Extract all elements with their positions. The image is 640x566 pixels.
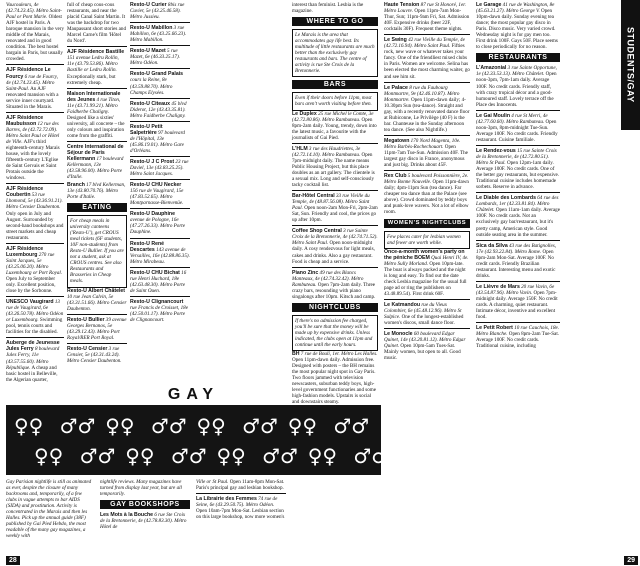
gender-symbol-icon: ♂♂ — [262, 444, 298, 468]
entry: AJF Résidence Maubuisson 12 rue des Barres, 4e (42.72.72.09). Métro Saint Paul or Hôtel de Ville. AJF's third eighteenth-century Marais house, with the lovely fifteenth-century L'Eglise de Saint Gervais et Saint Protais outside the windows. — [6, 114, 60, 182]
divider — [130, 22, 190, 23]
divider — [292, 225, 378, 226]
gay-bookshops-right — [196, 479, 286, 522]
divider — [292, 143, 378, 144]
entry: AJF Résidence Le Fourcy 6 rue de Fourcy, 4e (42.74.23.45). Métro Saint-Paul. An AJF renovated mansion with a service inner courtyard. Situated in the Marais. — [6, 67, 59, 110]
divider — [130, 98, 190, 99]
page-number-right: 29 — [624, 556, 638, 565]
entry: Resto-U Grand Palais cours la Reine, 8e (43.59.88.70). Métro Champs Elysées. — [130, 71, 184, 96]
divider — [130, 156, 190, 157]
entry: Auberge de Jeunesse Jules Ferry 8 boulevard Jules Ferry, 11e (43.57.55.60). Métro République. A cheap and basic hostel in Belleville, the Algerian quarter, — [6, 340, 60, 383]
entry: AJF Résidence Bastille 151 avenue Ledru Rollin, 11e (43.79.53.86). Métro Bastille or Ledru Rollin. Exceptionally stark, but extremely cheap. — [67, 49, 125, 86]
entry: Bar-Hôtel Central 33 rue Vieille du Temple, 4e (48.87.56.08). Métro Saint Paul. Open noon-2am Mon-Fri, 2pm-2am Sat, Sun. Friendly and cool, the prices go up after 10pm. — [292, 193, 378, 224]
column-6 — [476, 2, 560, 562]
nightclubs-banner: NIGHTCLUBS — [292, 303, 378, 312]
entry: Maison Internationale des Jeunes 4 rue Titon, 11e (43.71.99.21). Métro Faidherbe Chaligny. Designed like a sixties' university, all concrete – the only colours and inspiration come from the graffiti. — [67, 90, 125, 139]
where-to-go-intro: Le Marais is the area that accommodates gay life best. Its multitude of little restaurants are much better than the exclusively gay restaurants and bars. The centre of activity is rue Ste Croix de la Bretonnerie. — [292, 29, 378, 77]
gender-symbol-icon: ♂♂ — [150, 414, 187, 438]
entry: Resto-U CHU Bichat 16 rue Henri Huchard, 18e (42.63.48.30). Métro Porte de Saint Ouen. — [130, 269, 187, 294]
entry: Le Monocle 60 boulevard Edgar Quinet, 14e (43.20.81.12). Métro Edgar Quinet. Open 10pm-5am Tues-Sat. Mainly women, but open to all. Good music. — [384, 331, 466, 362]
entry: Le Lièvre de Mars 20 rue Vavin, 6e (43.54.87.96). Métro Vavin. Open 7pm-midnight daily. Average 150F. No credit cards. A charming, quiet restaurant. Intimate décor, inventive and excellent food. — [476, 283, 558, 321]
entry: Resto-U Citeaux 45 blvd Diderot, 12e (43.43.35.81). Métro Faidherbe Chaligny. — [130, 100, 187, 119]
column-1 — [6, 2, 64, 384]
entry: Branch 17 blvd Kellerman, 13e (43.80.70.76). Métro Porte d'Italie. — [67, 181, 126, 200]
column-3 — [130, 2, 190, 382]
entry: Le Gai Moulin 4 rue St Merri, 4e (42.77.60.60). Métro Rambuteau. Open noon-3pm, 8pm-midnight Tue-Sun. Average 100F. No credit cards. Friendly restaurant. Cuisine familiale. — [476, 112, 558, 143]
entry: Resto-U Mazet 5 rue Mazet, 6e (46.33.25.17). Métro Odéon. — [130, 48, 180, 67]
entry: AJF Résidence Luxembourg 270 rue Saint Jacques, 5e (43.25.06.20). Métro Luxembourg or Port Royal. Open July to September only. Excellent position, close by the Sorbonne. — [6, 245, 63, 295]
entry: Les Mots à la Bouche 6 rue Ste Croix de la Bretonnerie, 4e (42.78.83.30). Métro Hôtel de — [100, 512, 187, 531]
entry: Le Petit Robert 10 rue Cauchois, 18e. Métro Blanche. Open 8pm-2am Tue-Sat. Average 100F. No credit cards. Traditional cuisine, including — [476, 325, 560, 350]
womens-nightclubs-intro: Few places cater for lesbian women and fewer are worth while. — [384, 231, 470, 249]
gender-symbol-icon: ♀♀ — [216, 444, 246, 468]
entry: Resto-U Curier 8bis rue Cuvier, 5e (43.25.46.58). Métro Jussieu. — [130, 2, 185, 21]
gender-symbol-icon: ♂♂ — [59, 414, 96, 438]
page-number-left: 28 — [6, 556, 20, 565]
womens-nightclubs-banner: WOMEN'S NIGHTCLUBS — [384, 219, 470, 228]
divider — [6, 183, 64, 184]
entry: Rex Club 5 boulevard Poissonnière, 2e. Métro Bonne Nouvelle. Open 11pm-dawn daily; 4pm-11pm Sun (tea dance). Far cheaper tea dance than at the Palace (see above). Crowd dominated by teddy boys and punk-love wavers. Not a lot of elbow room. — [384, 173, 469, 216]
where-to-go-banner: WHERE TO GO — [292, 17, 378, 26]
entry: Resto-U Censier 3 rue Censier, 5e (43.31.43.24). Métro Censier Daubenton. — [67, 345, 122, 364]
entry: Resto-U Petit Salpetrière 97 boulevard de l'Hôpital, 13e (45.86.19.01). Métro Gare d'Orléans. — [130, 123, 185, 154]
entry: Haute Tension 87 rue St Honoré, 1er. Métro Louvre. Open 11pm-7am Mon-Thur, Sun; 11pm-9am Fri, Sat. Admission 40F. Expensive drinks (beer 22F, cocktails 30F). Frequent theme nights. — [384, 2, 470, 33]
divider — [384, 34, 470, 35]
gender-symbol-icon: ♂♂ — [170, 444, 207, 468]
divider — [384, 299, 470, 300]
gender-symbol-icon: ♀♀ — [34, 444, 64, 468]
divider — [476, 110, 560, 111]
section-side-tab: STUDENTS/GAY — [621, 0, 640, 130]
bars-banner: BARS — [292, 80, 378, 89]
entry: La Librairie des Femmes 74 rue de Seine, 6e (43.29.50.75). Métro Odéon. Open 10am-7pm Mon-Sat. Lesbian section on this large bookshop, now more women's — [196, 496, 285, 521]
entry: Megatown 170 Nord Magenta, 10e. Métro Barbès-Rochechouart. Open 11pm-7am Tue-Sun. Admission 40F. The largest gay disco in France, anonymous and just big. Drinks about 45F. — [384, 137, 468, 169]
divider — [130, 179, 190, 180]
column-2 — [67, 2, 127, 382]
entry: Centre International de Séjour de Paris Kellermann 17 boulevard Kellermann, 13e (43.58.96.00). Métro Porte d'Italie. — [67, 143, 124, 181]
entry: Once-a-month women's party on the péniche BOEM Quai Henri IV, 4e. Métro Sully Morland. Open 10pm-late. The boat is always packed and the night is long and easy. To find out the date check Lesbia magazine for the usual full page ad or ring the publishers on 43.48.89.54). First drink 60F. — [384, 248, 469, 297]
gender-symbol-icon: ♂♂ — [242, 414, 278, 438]
entry: Resto-U Bullier 39 avenue Georges Bernanos, 5e (43.29.12.43). Métro Port Royal/RER Port Royal. — [67, 316, 127, 341]
entry-text: full of cheap cous-cous restaurants, and near the placid Canal Saint Martin. It was the backdrop for two Maupassant short stories and Marcel Carne's film 'Hôtel du Nord'. — [67, 2, 126, 45]
divider — [196, 493, 286, 494]
entry: Resto-U Mabillon 3 rue Mabillon, 6e (43.25.66.23). Métro Mabillon. — [130, 25, 187, 44]
divider — [67, 141, 127, 142]
gender-symbol-icon: ♂♂ — [79, 444, 116, 468]
divider — [384, 328, 470, 329]
gay-intro-mid: nightlife reviews. Many magazines have turned from display last year, but are all temporarily. GAY BOOKSHOPS Les Mots à la Bouche 6 rue Ste Croix de la Bretonnerie, 4e (42.78.83.30). Métro Hôtel de — [100, 479, 190, 532]
entry-text: interest than feminist. Lesbia is the magazine. — [292, 2, 364, 15]
gender-symbol-icon: ♀♀ — [105, 414, 135, 438]
eating-banner: EATING — [67, 203, 127, 212]
entry: Le Duplex 25 rue Michel le Comte, 3e (42.72.80.86). Métro Rambuteau. Open 8pm-2am daily. Young, trendy, down into the latest music, a favourite with the journalists of Gai Pied. — [292, 110, 377, 141]
entry: Resto-U René Descartes 143 avenue de Versailles, 16e (42.88.86.35). Métro Mirabeau. — [130, 240, 190, 265]
gender-symbol-icon: ♀♀ — [196, 414, 226, 438]
entry-text: Vaucouleurs, 4e (42.74.23.45). Métro Saint-Paul or Pont Marie. Oldest AJF hostel in Paris. A baroque mansion in the very middle of the Marais, renovated and in good condition. The best hostel bargain in Paris, but usually crowded. — [6, 2, 64, 63]
divider — [6, 337, 64, 338]
gender-symbol-icon: ♀♀ — [125, 444, 155, 468]
divider — [6, 112, 64, 113]
entry: Le Garage 41 rue de Washington, 8e (45.63.21.27). Métro George V. Open 10pm-dawn daily. Sunday evening tea dance; the most popular gay disco in Paris. Disco music. Very varied crowd. Wednesday night is for gay men too. First drink 100F. Gays 50F. Place seems to close periodically for no reason. — [476, 2, 558, 51]
gender-symbol-icon: ♀♀ — [287, 414, 318, 438]
divider — [476, 240, 560, 241]
gender-symbol-icon: ♂♂ — [353, 444, 390, 468]
divider — [130, 296, 190, 297]
entry: L'Amazonial 3 rue Sainte Opportune, 1e (42.33.53.13). Métro Châtelet. Open noon-3pm, 7pm-1am daily. Average 100F. No credit cards. Friendly staff, with crazy tropical décor and a good-humoured staff. Lovely terrace off the Place des Innocents. — [476, 65, 557, 108]
entry: Le Diable des Lombards 64 rue des Lombards, 1er (42.33.81.84). Métro Châtelet. Open 11am-1am daily. Average 100F. No credit cards. Not an exclusively gay bar/restaurant, but it's pretty camp, American style. Good outside seating area in the summer. — [476, 195, 560, 238]
divider — [6, 243, 64, 244]
gender-symbol-icon: ♀♀ — [307, 444, 338, 468]
entry: Le Rendez-vous 15 rue Sainte Croix de la Bretonnerie, 4e (42.72.80.51). Métro St Paul. Open 12pm-1am daily. Average 100F. No credit cards. One of the better gay restaurants, but expensive. Traditional cuisine includes homemade sorbets. Reserve in advance. — [476, 147, 560, 191]
divider — [476, 322, 560, 323]
divider — [130, 238, 190, 239]
entry: Resto-U Albert Châtelet 10 rue Jean Calvin, 5e (43.31.51.66). Métro Censier Daubenton. — [67, 287, 127, 312]
entry: Piano Zinc 49 rue des Blancs Manteaux, 4e (42.74.32.42). Métro Rambuteau. Open 7pm-2am daily. Three crazy bars, resounding with piano singalongs after 10pm. Kitsch and camp. — [292, 269, 376, 300]
divider — [6, 296, 64, 297]
column-5 — [384, 2, 470, 562]
divider — [384, 135, 470, 136]
divider — [67, 343, 127, 344]
entry: Resto-U Dauphine avenue de Pologne, 16e (47.27.26.33). Métro Porte Dauphine. — [130, 211, 185, 236]
column-4 — [292, 2, 378, 562]
divider — [476, 145, 560, 146]
divider — [130, 208, 190, 209]
divider — [130, 267, 190, 268]
entry: Coffee Shop Central 3 rue Sainte Croix de la Bretonnerie, 4e (42.74.71.52). Métro Saint Paul. Open noon-midnight daily. A cosy rendezvous for light meals, cakes and drinks. Also a gay restaurant. Food is cheap and a service. — [292, 228, 378, 265]
entry: Ville or St Paul. Open 11am-8pm Mon-Sat. Paris's principal gay and lesbian bookshop. — [196, 479, 285, 492]
entry: Sica da Silva 43 rue des Batignolles, 17e (42.93.22.84). Métro Rome. Open 8pm-2am Mon-Sat. Average 100F. No credit cards. Friendly Brazilian restaurant. Interesting menu and exotic drinks. — [476, 242, 556, 279]
divider — [130, 121, 190, 122]
entry: Le Palace 8 rue du Faubourg Montmartre, 9e (42.46.10.87). Métro Montmartre. Open 11pm-dawn daily; 4-10.30pm Sun (tea-dance). Straight and gay, with a recently renovated dance floor at Rubiconne, Le Privilège (40 F) is the bar. Chanteuse in the Sunday afternoon tea dance. (See also Nightlife.) — [384, 84, 470, 133]
gender-symbol-icon: ♂♂ — [333, 414, 370, 438]
entry: Resto-U J C Prost 23 rue Daviel, 13e (43.83.25.25). Métro Saint Jacques. — [130, 158, 189, 178]
entry: Resto-U Clignancourt rue Francis de Croisset, 18e (42.50.01.17). Métro Porte de Clignancourt. — [130, 298, 188, 324]
divider — [130, 45, 190, 46]
divider — [6, 64, 64, 65]
divider — [130, 68, 190, 69]
bars-intro: Even if their doors before 11pm, most bars aren't worth visiting before then. — [292, 92, 378, 110]
entry: Resto-U CHU Necker 156 rue de Vaugirard, 15e (47.83.52.65). Métro Montparnasse-Bienvenüe. — [130, 182, 184, 207]
gay-intro-left: Gay Parisian nightlife is still as animated as ever, despite the closure of many backrooms and, temporarily, of a few clubs in vague attempts to bar AIDS (SIDA) and prostitution. Activity is concentrated in the Marais and then les Halles. Pick up the annual guide (38F) published by Gai Pied Hebdo, the most readable of the many gay magazines, a weekly with — [6, 479, 92, 540]
entry: Le Katmandou rue du Vieux Colombier, 6e (45.48.12.96). Métro St Sulpice. One of the longest-established women's discos, small dance floor. — [384, 301, 464, 327]
entry: BH 7 rue de Bouli, 1er. Métro Les Halles. Open 11pm-dawn daily. Admission free. Designed with posters – the BH remains the most popular night spot in Gay Paris. Two floors jammed with television newscasters, suburban teddy boys, high-level government functionaries and some high-fashion models. Upstairs is social and downstairs steamy. — [292, 351, 378, 406]
gay-section-title: GAY — [167, 386, 220, 403]
divider — [292, 267, 378, 268]
divider — [67, 314, 127, 315]
divider — [384, 82, 470, 83]
nightclubs-intro: If there's no admission fee charged, you'll be sure that the money will be made up by expensive drinks. Unless indicated, the clubs open at 11pm and continue until the early hours. — [292, 315, 378, 351]
entry: L'HLM 3 rue des Haudriettes, 3e (42.72.14.10). Métro Rambuteau. Open 7pm-midnight daily. The name means Public Housing Project, but this place doubles as an art gallery. The clientele is a sexual mix. Long and self-consciously tacky cocktail list. — [292, 145, 375, 189]
restaurants-banner: RESTAURANTS — [476, 53, 560, 62]
divider — [384, 170, 470, 171]
entry: Le Swing 42 rue Vieille du Temple, 4e (42.72.16.94). Métro Saint Paul. Fifties rock, new wave or whatever takes your fancy. One of the friendliest mixed clubs in Paris. Women are welcome. Selina has been elected the most charming waiter, go and see him sit. — [384, 37, 470, 80]
entry: AJF Résidence Coubertin 53 rue Lhomond, 5e (43.36.91.21). Métro Censier Daubenton. Only open in July and August. Surrounded by second-hand bookshops and street markets and cheap restaurants. — [6, 186, 64, 241]
entry: UNESCO Vaugirard 13 rue de Vaugirard, 6e (43.26.50.78). Métro Odéon or Luxembourg. Swimming pool, tennis courts and facilities for the disabled. — [6, 299, 64, 336]
divider — [67, 46, 127, 47]
divider — [292, 190, 378, 191]
gay-bookshops-banner: GAY BOOKSHOPS — [100, 500, 190, 509]
gender-symbol-icon: ♀♀ — [14, 414, 44, 438]
divider — [67, 88, 127, 89]
divider — [476, 192, 560, 193]
divider — [476, 281, 560, 282]
eating-intro-box: For cheap meals in university canteens ('Resto-U'), get CROUS meal tickets (6F students, 10F non-students) from Resto-U Bullier. If you are not a student, ask at CROUS centres. See also Restaurants and Brasseries in Cheap meals. — [67, 215, 127, 288]
